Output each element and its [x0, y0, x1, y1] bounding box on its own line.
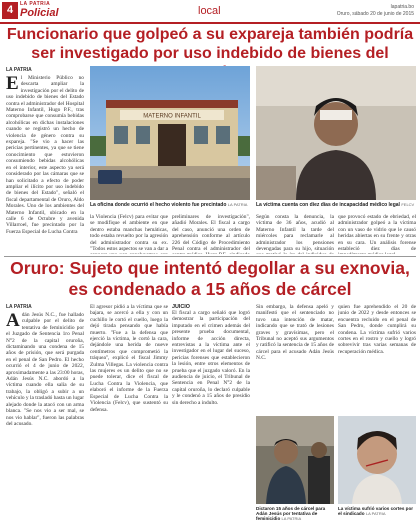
- story1-column-5: que provocó estado de ebriedad, el administrador golpeó a la víctima con un vaso de vidrio que le causó heridas abiertas en su frente y otras en su cara. Un análisis forense estableció diez días de: [338, 214, 416, 253]
- page-header: [0, 0, 420, 22]
- story2-column-4: Sin embargo, la defensa apeló y manifestó que el sentenciado no tuvo una intención de matar, indicando que se trató de lesiones graves y gravísimas, pero el Tribunal no aceptó sus argumentos y ratificó la sentencia de 15 años de cárcel para el acusado Adán Jesús N.C.: [256, 304, 334, 362]
- story2-kicker: JUICIO: [172, 304, 190, 310]
- story2-col1-text: dán Jesús N.C., fue hallado culpable por el delito de tentativa de feminicidio por el Juzgado de Sentencia 1ro Penal N°2 de la capital oruroña, dictaminando una condena de 15 años de prisión, que será purgada en el penal de San Pedro. El hecho ocurrió el 4 de junio de 2022, aproximadamente a las 23:00 horas, Adán Jesús N.C. abordó a la víctima cuando ella salía de su trabajo, la obligó a subir a un vehículo y la trasladó hasta un lugar alejado donde la atacó con un arma blanca. "Se nos vio a ser mal, se nos vio hablar", fueron las palabras del acusado.: [6, 312, 84, 427]
- section-label: local: [198, 5, 221, 17]
- photo2-credit: FELCV: [401, 202, 415, 207]
- story1-column-1: [6, 75, 84, 251]
- photo1-credit: LA PATRIA: [227, 202, 248, 207]
- story2-photo-suspect: [256, 416, 334, 504]
- photo4-credit: LA PATRIA: [365, 511, 386, 517]
- header-rule: [0, 22, 420, 24]
- story1-col1-text: l Ministerio Público no descarta ampliar la investigación por el delito de uso indebido de bienes del Estado contra el administrador del Hospital Materno Infantil, Hugo P.F., tras comprobarse que consumía bebidas alcohólicas en dichas instalaciones cuando se registró un hecho de violencia de género contra su expareja. "Se vio a hacer las pericias pertinentes, ya que se tiene conocimiento que estuvieron consumiendo bebidas alcohólicas en el interior, este aspecto ya será considerado por las cámaras que se han solicitado a efecto de poder ampliar el ilícito por uso indebido de bienes del Estado", señaló el fiscal departamental de Oruro, Aldo Morales. Uno de los ambientes del Materno Infantil, ubicado en la calle 6 de Octubre y avenida Villarroel, fue precintado por la Fuerza Especial de Lucha Contra: [6, 75, 84, 235]
- story1-headline: Funcionario que golpeó a su expareja también podría ser investigado por uso indebido de bienes del: [6, 26, 414, 62]
- hospital-sign: MATERNO INFANTIL: [143, 113, 201, 120]
- story1-column-2: la Violencia (Felcv) para evitar que se modifique el ambiente en que dentro estaba manchas hemáticas, todo estaba revuelto por la agresión del administrador contra su ex. "Todos estos aspectos se van a dar a: [90, 214, 168, 253]
- story1-photo-victim: [256, 66, 416, 200]
- story2-dropcap: A: [6, 312, 20, 331]
- story2-column-2: El agresor pidió a la víctima que se bajara, se acercó a ella y con un cuchillo le cortó el cuello, luego la dejó tirada pensando que había muerto. "Fue a la defensa que ejerció la víctima, le cortó la cara, dejándole una herida de nueve centímetros que comprometió la tráquea", explicó el fiscal Jimmy Zulma Villegas. La violencia contra las mujeres es un delito que no se puede tolerar, dice el fiscal de Lucha Contra la Violencia, que elaboró el informe de la Fuerza Especial de Lucha Contra la Violencia (Felcv), que sustentó su defensa.: [90, 304, 168, 413]
- story2-column-1: [6, 312, 84, 524]
- story1-photo-hospital: [90, 66, 250, 200]
- story2-photo-victim: [338, 416, 416, 504]
- brand-top: LA PATRIA: [20, 1, 51, 7]
- brand-section: Policial: [20, 7, 59, 19]
- story2-photo3-caption: [256, 506, 334, 522]
- photo3-credit: LA PATRIA: [281, 516, 302, 522]
- story1-photo2-caption: [256, 202, 416, 208]
- story1-column-3: preliminares de investigación", añadió Morales. El fiscal a cargo del caso, anunció una orden de aprehensión conforme al artículo 226 del Código de Procedimiento Penal contra el administrador del: [172, 214, 250, 253]
- story2-column-3: [172, 304, 250, 524]
- story1-column-4: Según consta la denuncia, la víctima de 36 años, acudió al Materno Infantil la tarde del miércoles para reclamarle al administrador los pensiones devengadas para su hijo, situación: [256, 214, 334, 253]
- photo1-caption-text: La oficina donde ocurrió el hecho violento fue precintado: [90, 202, 227, 208]
- site-url: lapatria.bo: [390, 4, 414, 10]
- photo2-caption-text: La víctima cuenta con diez días de incapacidad médico legal: [256, 202, 400, 208]
- story1-byline: LA PATRIA: [6, 67, 32, 73]
- photo4-caption-text: La víctima sufrió varios cortes por el sindicado: [338, 506, 414, 517]
- story2-col3-text: El fiscal a cargo señaló que logró demostrar la participación del imputado en el crimen además del presente prueba documental, informe de acción directa, entrevistas a la víctima ante el investigador en el lugar del suceso, pericias forenses que establecieron la lesión, entre otros elementos de prueba que el juzgado valoró. En la audiencia de juicio, el Tribunal de Sentencia en Penal N°2 de la capital oruroña, lo declaró culpable y le condenó a 15 años de presidio sin derecho a indulto.: [172, 310, 250, 406]
- story1-photo1-caption: [90, 202, 250, 208]
- date-block: [337, 4, 414, 18]
- story-divider: [4, 256, 416, 257]
- story2-headline: Oruro: Sujeto que intentó degollar a su exnovia, es condenado a 15 años de cárcel: [10, 258, 410, 299]
- story2-photo4-caption: [338, 506, 416, 516]
- photo3-caption-text: Dictaron 15 años de cárcel para Adán Jesús por tentativa de feminicidio: [256, 506, 326, 522]
- story2-column-5: quien fue aprehendido el 20 de junio de 2022 y desde entonces se encuentra recluido en el penal de San Pedro, donde cumplirá su condena. La víctima sufrió varios cortes en el rostro y cuello y logró sobrevivir tras varias semanas de recuperación médica.: [338, 304, 416, 355]
- brand-logo: [20, 1, 59, 19]
- page-number: 4: [2, 2, 18, 19]
- story2-byline: LA PATRIA: [6, 304, 32, 310]
- story1-dropcap: E: [6, 75, 19, 94]
- issue-date: Oruro, sábado 20 de junio de 2015: [336, 11, 414, 17]
